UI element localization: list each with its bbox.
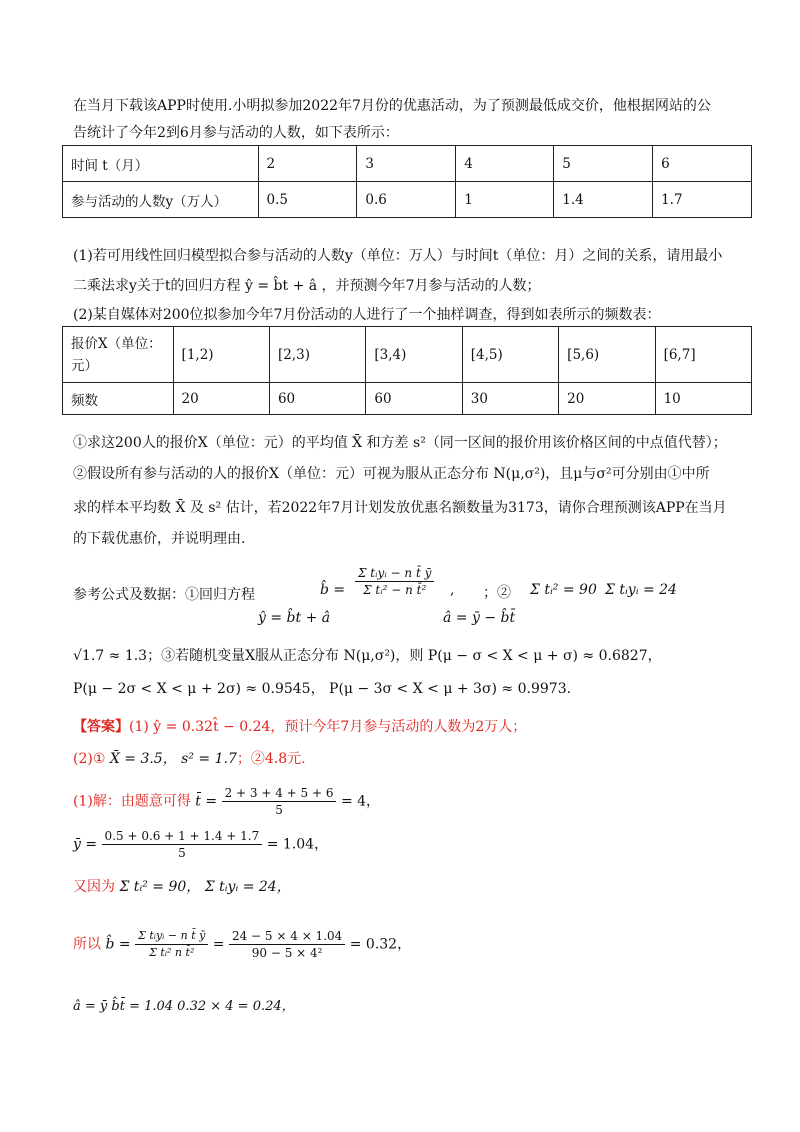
t-bar-fraction [222,785,337,818]
table-cell: 2 [258,146,357,182]
fraction-denominator: 5 [178,846,186,860]
table-cell: 1 [456,182,554,218]
b-hat-solution-result: = 0.32， [349,936,412,953]
sum-t-y: Σ tᵢyᵢ = 24 [605,582,677,598]
reference-circle-2: ；② [483,585,511,601]
y-bar-result: = 1.04， [266,836,329,853]
reference-label: 参考公式及数据：①回归方程 [73,587,255,603]
solution-line-2 [73,828,328,861]
answer-part-1: (1) ŷ = 0.32t̂ − 0.24，预计今年7月参与活动的人数为2万人； [129,719,527,735]
table-row [63,182,752,218]
regression-equation: ŷ = b̂t + â [258,610,331,626]
table-cell: 0.5 [258,182,357,218]
table-cell: 时间 t（月） [63,146,259,182]
question-1-line-2: 二乘法求y关于t的回归方程 ŷ = b̂t + â ，并预测今年7月参与活动的人数； [73,278,541,294]
fraction-numerator: 0.5 + 0.6 + 1 + 1.4 + 1.7 [102,828,263,845]
table-cell: 3 [357,146,456,182]
table-cell: 4 [456,146,554,182]
fraction-numerator: 2 + 3 + 4 + 5 + 6 [222,785,337,802]
table-cell: 20 [559,383,655,415]
b-hat-solution-fraction-1 [135,928,208,961]
table-cell: 报价X（单位：元） [63,327,174,383]
question-2-part-2-line-3: 的下载优惠价，并说明理由. [73,531,246,547]
t-bar-result: = 4， [340,793,381,810]
table-cell: 5 [554,146,653,182]
solution-so-label: 所以 [73,936,101,953]
y-bar-fraction [102,828,263,861]
table-row [63,383,752,415]
b-hat-lhs: b̂ = [320,582,346,598]
table-cell: [6,7] [655,327,751,383]
question-2-part-1: ①求这200人的报价X（单位：元）的平均值 X̄ 和方差 s²（同一区间的报价用该价格区间的中点值代替）； [73,435,727,451]
solution-sums: Σ tᵢ² = 90， Σ tᵢyᵢ = 24， [119,879,291,895]
fraction-denominator: 5 [275,803,283,817]
answer-part-2-suffix: ；②4.8元. [236,751,306,767]
data-table-time-people [62,145,752,218]
answer-part-2-math: X̄ = 3.5， s² = 1.7 [109,751,237,767]
reference-sqrt-and-normal: √1.7 ≈ 1.3；③若随机变量X服从正态分布 N(μ,σ²)，则 P(μ − σ < X < μ + σ) ≈ 0.6827， [73,648,662,664]
fraction-numerator: Σ tᵢyᵢ − n t̄ ȳ [355,565,434,582]
solution-line-4: 所以 b̂ = $\frac{\text{Σ tᵢyᵢ − n t̄ ȳ}}{\text{Σ tᵢ² n t̄²}}$ = $\frac{24 - 5 \times 4 \times 1.04}{\text{90 − 5 × 4²}}$ = 0.32， [73,929,412,960]
fraction-denominator: Σ tᵢ² n t̄² [149,946,195,959]
solution-because-label: 又因为 [73,879,115,895]
question-2-part-2-line-2: 求的样本平均数 X̄ 及 s² 估计，若2022年7月计划发放优惠名额数量为3173，请你合理预测该APP在当月 [73,500,727,516]
table-cell: [3,4) [366,327,462,383]
question-1-line-1: (1)若可用线性回归模型拟合参与活动的人数y（单位：万人）与时间t（单位：月）之间的关系，请用最小 [73,248,723,264]
table-cell: 10 [655,383,751,415]
table-row [63,327,752,383]
fraction-numerator: Σ tᵢyᵢ − n t̄ ȳ [135,928,208,945]
reference-probabilities: P(μ − 2σ < X < μ + 2σ) ≈ 0.9545， P(μ − 3σ < X < μ + 3σ) ≈ 0.9973. [73,681,572,697]
table-cell: [2,3) [269,327,365,383]
t-bar-lhs: t̄ = [195,793,218,810]
fraction-denominator: 90 − 5 × 4² [251,946,323,960]
answer-tag: 【答案】 [73,719,129,735]
question-2-line-1: (2)某自媒体对200位拟参加今年7月份活动的人进行了一个抽样调查，得到如表所示的频数表： [73,307,661,323]
table-row [63,146,752,182]
sum-t-squared: Σ tᵢ² = 90 [530,582,597,598]
solution-line-5: â = ȳ b̂t̄ = 1.04 0.32 × 4 = 0.24， [73,999,295,1014]
solution-line-3 [73,876,291,896]
answer-part-2-prefix: (2)① [73,751,106,767]
table-cell: 20 [173,383,269,415]
table-cell: 0.6 [357,182,456,218]
table-cell: 1.4 [554,182,653,218]
solution-label: (1)解：由题意可得 [73,793,191,810]
a-hat-equation: â = ȳ − b̂t̄ [443,610,516,626]
table-cell: 1.7 [653,182,752,218]
table-cell: 30 [462,383,558,415]
comma: , [450,582,455,598]
intro-line-2: 告统计了今年2到6月参与活动的人数，如下表所示： [73,125,399,141]
table-cell: [4,5) [462,327,558,383]
y-bar-lhs: ȳ = [73,836,98,853]
b-hat-fraction [355,565,434,598]
table-cell: 6 [653,146,752,182]
solution-line-1 [73,785,380,818]
answer-line-1 [73,716,526,736]
table-cell: 60 [366,383,462,415]
table-cell: [5,6) [559,327,655,383]
answer-line-2 [73,748,306,768]
fraction-denominator: Σ tᵢ² − n t̄² [363,583,427,597]
frequency-table [62,326,752,415]
table-cell: [1,2) [173,327,269,383]
question-2-part-2-line-1: ②假设所有参与活动的人的报价X（单位：元）可视为服从正态分布 N(μ,σ²)，且μ与σ²可分别由①中所 [73,466,710,482]
b-hat-solution-lhs: b̂ = [105,936,131,953]
fraction-numerator: 24 − 5 × 4 × 1.04 [229,928,345,945]
table-cell: 频数 [63,383,174,415]
intro-line-1: 在当月下载该APP时使用.小明拟参加2022年7月份的优惠活动，为了预测最低成交价，他根据网站的公 [73,98,711,114]
table-cell: 参与活动的人数y（万人） [63,182,259,218]
b-hat-solution-fraction-2 [229,928,345,961]
table-cell: 60 [269,383,365,415]
